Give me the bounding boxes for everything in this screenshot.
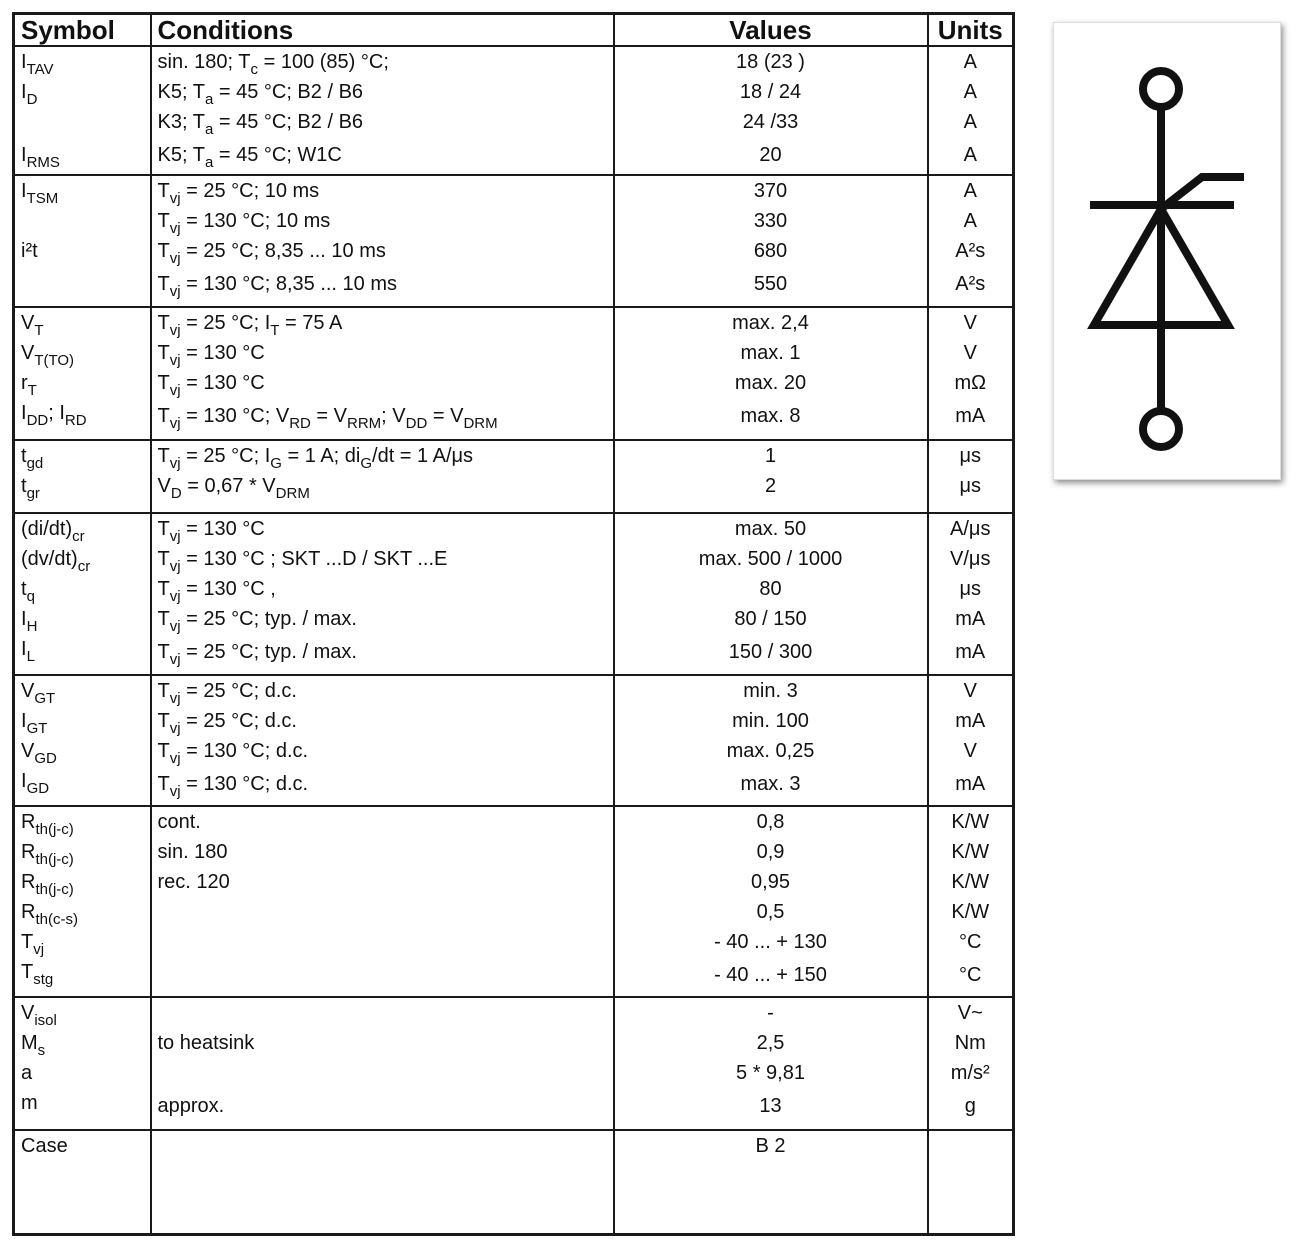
condition-text: K5; $T_a = 45$ °C; W1C [157, 144, 342, 171]
value-text: 680 [753, 239, 788, 262]
condition-text: sin. 180; $T_c = 100$ (85) °C; [157, 51, 389, 78]
values-cell [614, 307, 928, 440]
condition-text: approx. [157, 1095, 225, 1118]
condition-text: $T_{vj} = 130$ °C [157, 517, 265, 545]
unit-text: mA [955, 405, 986, 428]
value-text: 80 [759, 577, 782, 600]
symbol-text: $t_q$ [21, 577, 35, 605]
unit-text [929, 1131, 1013, 1161]
value-text: 2,5 [756, 1032, 785, 1055]
unit-text: V~ [957, 1002, 983, 1025]
condition-text [152, 1131, 613, 1161]
unit-text: Nm [954, 1032, 986, 1055]
values-cell [614, 440, 928, 512]
units-cell [928, 175, 1014, 308]
unit-text: V/μs [950, 547, 991, 570]
symbol-text: $T_{stg}$ [21, 961, 54, 989]
condition-text [152, 1058, 613, 1088]
value-text: max. 2,4 [732, 312, 809, 335]
symbol-text: $I_L$ [21, 637, 35, 665]
value-text: 18 (23 ) [736, 51, 805, 73]
value-text: max. 50 [734, 517, 807, 540]
unit-text: g [964, 1095, 976, 1118]
units-cell [928, 997, 1014, 1130]
values-cell [614, 1130, 928, 1235]
unit-text: μs [959, 445, 982, 468]
units-cell [928, 46, 1014, 175]
symbol-text: i²t [21, 239, 38, 262]
unit-text: m/s² [950, 1062, 990, 1085]
values-cell [614, 997, 928, 1130]
condition-text [152, 927, 613, 957]
symbol-cell [14, 175, 151, 308]
value-text: max. 20 [734, 372, 807, 395]
unit-text: A [963, 111, 977, 133]
conditions-cell [151, 46, 614, 175]
condition-text: $T_{vj} = 130$ °C; $V_{RD} = V_{RRM}$; $V_{DD} = V_{DRM}$ [157, 405, 498, 433]
condition-text: $T_{vj} = 130$ °C ; SKT ...D / SKT ...E [157, 547, 448, 575]
values-cell [614, 675, 928, 806]
condition-text: $T_{vj} = 130$ °C [157, 342, 265, 370]
conditions-cell [151, 997, 614, 1130]
unit-text: mΩ [954, 372, 987, 395]
symbol-text: Case [21, 1134, 68, 1157]
condition-text [152, 957, 613, 993]
conditions-cell [151, 440, 614, 512]
unit-text: mA [955, 710, 986, 733]
units-cell [928, 440, 1014, 512]
unit-text: °C [959, 964, 982, 987]
symbol-cell [14, 513, 151, 676]
value-text: 370 [753, 179, 788, 202]
table-row-group [14, 675, 1014, 806]
value-text: max. 500 / 1000 [698, 547, 843, 570]
condition-text [152, 998, 613, 1028]
table-row-group [14, 997, 1014, 1130]
value-text: min. 3 [743, 680, 798, 703]
unit-text: V [963, 342, 977, 365]
condition-text: $T_{vj} = 130$ °C; d.c. [157, 773, 309, 801]
symbol-text [15, 266, 150, 296]
table-row-group [14, 1130, 1014, 1235]
unit-text: V [963, 740, 977, 763]
symbol-text: $R_{th(c-s)}$ [21, 901, 78, 929]
value-text: max. 1 [740, 342, 801, 365]
header-units: Units [928, 14, 1014, 47]
symbol-text: $I_D$ [21, 81, 38, 108]
value-text: 0,9 [756, 841, 785, 864]
header-values: Values [614, 14, 928, 47]
symbol-text: $M_s$ [21, 1032, 46, 1060]
condition-text: $T_{vj} = 25$ °C; 8,35 ... 10 ms [157, 239, 386, 267]
condition-text: rec. 120 [157, 871, 230, 894]
units-cell [928, 675, 1014, 806]
symbol-text: $t_{gd}$ [21, 445, 44, 473]
value-text: 330 [753, 209, 788, 232]
unit-text: A²s [955, 239, 986, 262]
condition-text: $V_D = 0,67 * V_{DRM}$ [157, 475, 310, 503]
value-text: 13 [759, 1095, 782, 1118]
symbol-text: $R_{th(j-c)}$ [21, 811, 74, 839]
condition-text: $T_{vj} = 130$ °C; 10 ms [157, 209, 331, 237]
unit-text: A [963, 51, 977, 73]
table-row-group [14, 806, 1014, 997]
symbol-text: $R_{th(j-c)}$ [21, 871, 74, 899]
symbol-cell [14, 997, 151, 1130]
table-row-group [14, 513, 1014, 676]
units-cell [928, 806, 1014, 997]
unit-text: °C [959, 931, 982, 954]
symbol-text: $T_{vj}$ [21, 931, 45, 959]
symbol-text: $V_{GT}$ [21, 680, 56, 708]
units-cell [928, 513, 1014, 676]
header-symbol: Symbol [14, 14, 151, 47]
symbol-cell [14, 307, 151, 440]
condition-text: $T_{vj} = 25$ °C; d.c. [157, 710, 297, 738]
condition-text: $T_{vj} = 25$ °C; $I_G = 1$ A; $di_G/dt = 1$ A/μs [157, 445, 474, 473]
condition-text: $T_{vj} = 25$ °C; $I_T = 75$ A [157, 312, 343, 340]
conditions-cell [151, 806, 614, 997]
value-text: B 2 [755, 1134, 786, 1157]
condition-text: $T_{vj} = 25$ °C; 10 ms [157, 179, 320, 207]
symbol-text: $I_{GD}$ [21, 770, 50, 798]
value-text: 20 [759, 144, 782, 166]
units-cell [928, 307, 1014, 440]
unit-text: mA [955, 640, 986, 663]
unit-text: mA [955, 773, 986, 796]
value-text: 0,5 [756, 901, 785, 924]
values-cell [614, 806, 928, 997]
thyristor-symbol-panel [1053, 22, 1281, 480]
symbol-cell [14, 806, 151, 997]
symbol-text: $I_H$ [21, 607, 38, 635]
symbol-text [15, 107, 150, 137]
symbol-text: $(di/dt)_{cr}$ [21, 517, 85, 545]
unit-text: A/μs [950, 517, 991, 540]
symbol-text: $V_T$ [21, 312, 44, 340]
condition-text: K3; $T_a = 45$ °C; B2 / B6 [157, 111, 364, 138]
symbol-cell [14, 675, 151, 806]
table-body [14, 46, 1014, 1235]
values-cell [614, 513, 928, 676]
symbol-text [15, 206, 150, 236]
datasheet-table [12, 12, 1015, 1236]
symbol-text: $t_{gr}$ [21, 475, 40, 503]
table-row-group [14, 46, 1014, 175]
value-text: 150 / 300 [728, 640, 813, 663]
symbol-text: $V_{T(TO)}$ [21, 342, 75, 370]
unit-text: K/W [951, 841, 990, 864]
condition-text: $T_{vj} = 130$ °C [157, 372, 265, 400]
condition-text [152, 897, 613, 927]
value-text: 18 / 24 [739, 81, 802, 103]
unit-text: V [963, 680, 977, 703]
symbol-text: $V_{isol}$ [21, 1002, 57, 1030]
symbol-text: m [21, 1092, 38, 1115]
value-text: max. 3 [740, 773, 801, 796]
condition-text: $T_{vj} = 25$ °C; typ. / max. [157, 607, 357, 635]
unit-text: K/W [951, 901, 990, 924]
condition-text: $T_{vj} = 130$ °C; d.c. [157, 740, 309, 768]
condition-text: $T_{vj} = 25$ °C; d.c. [157, 680, 297, 708]
value-text: 80 / 150 [734, 607, 807, 630]
unit-text: μs [959, 577, 982, 600]
unit-text: K/W [951, 811, 990, 834]
units-cell [928, 1130, 1014, 1235]
condition-text: $T_{vj} = 130$ °C , [157, 577, 276, 605]
symbol-text: $R_{th(j-c)}$ [21, 841, 74, 869]
symbol-text: $(dv/dt)_{cr}$ [21, 547, 91, 575]
unit-text: V [963, 312, 977, 335]
symbol-text: $V_{GD}$ [21, 740, 57, 768]
value-text: 550 [753, 272, 788, 295]
symbol-text: $I_{TSM}$ [21, 179, 59, 207]
unit-text: A [963, 81, 977, 103]
conditions-cell [151, 675, 614, 806]
table-row-group [14, 307, 1014, 440]
unit-text: A²s [955, 272, 986, 295]
values-cell [614, 175, 928, 308]
unit-text: μs [959, 475, 982, 498]
values-cell [614, 46, 928, 175]
unit-text: mA [955, 607, 986, 630]
symbol-text: $I_{TAV}$ [21, 51, 54, 78]
value-text: - 40 ... + 150 [714, 964, 827, 987]
conditions-cell [151, 1130, 614, 1235]
symbol-cell [14, 440, 151, 512]
value-text: 0,95 [751, 871, 790, 894]
value-text: max. 8 [740, 405, 801, 428]
symbol-text: $I_{DD}$; $I_{RD}$ [21, 402, 87, 430]
value-text: max. 0,25 [726, 740, 815, 763]
symbol-cell [14, 1130, 151, 1235]
value-text: 0,8 [756, 811, 785, 834]
unit-text: K/W [951, 871, 990, 894]
value-text: 1 [764, 445, 777, 468]
conditions-cell [151, 513, 614, 676]
table-row-group [14, 175, 1014, 308]
unit-text: A [963, 209, 977, 232]
condition-text: sin. 180 [157, 841, 228, 864]
value-text: 24 /33 [742, 111, 799, 133]
value-text: - [767, 1002, 774, 1025]
symbol-text: a [21, 1062, 33, 1085]
condition-text: $T_{vj} = 25$ °C; typ. / max. [157, 640, 357, 668]
value-text: 2 [764, 475, 777, 498]
conditions-cell [151, 175, 614, 308]
condition-text: K5; $T_a = 45$ °C; B2 / B6 [157, 81, 364, 108]
table-row-group [14, 440, 1014, 512]
symbol-cell [14, 46, 151, 175]
table-header-row [14, 14, 1014, 47]
condition-text: to heatsink [157, 1032, 255, 1055]
condition-text: $T_{vj} = 130$ °C; 8,35 ... 10 ms [157, 272, 398, 300]
conditions-cell [151, 307, 614, 440]
value-text: 5 * 9,81 [736, 1062, 805, 1085]
value-text: min. 100 [732, 710, 809, 733]
condition-text: cont. [157, 811, 201, 834]
symbol-text: $I_{GT}$ [21, 710, 48, 738]
header-conditions: Conditions [151, 14, 614, 47]
unit-text: A [963, 144, 977, 166]
symbol-text: $r_T$ [21, 372, 37, 400]
value-text: - 40 ... + 130 [714, 931, 827, 954]
unit-text: A [963, 179, 977, 202]
symbol-text: $I_{RMS}$ [21, 144, 60, 171]
thyristor-symbol-icon [1054, 23, 1280, 479]
